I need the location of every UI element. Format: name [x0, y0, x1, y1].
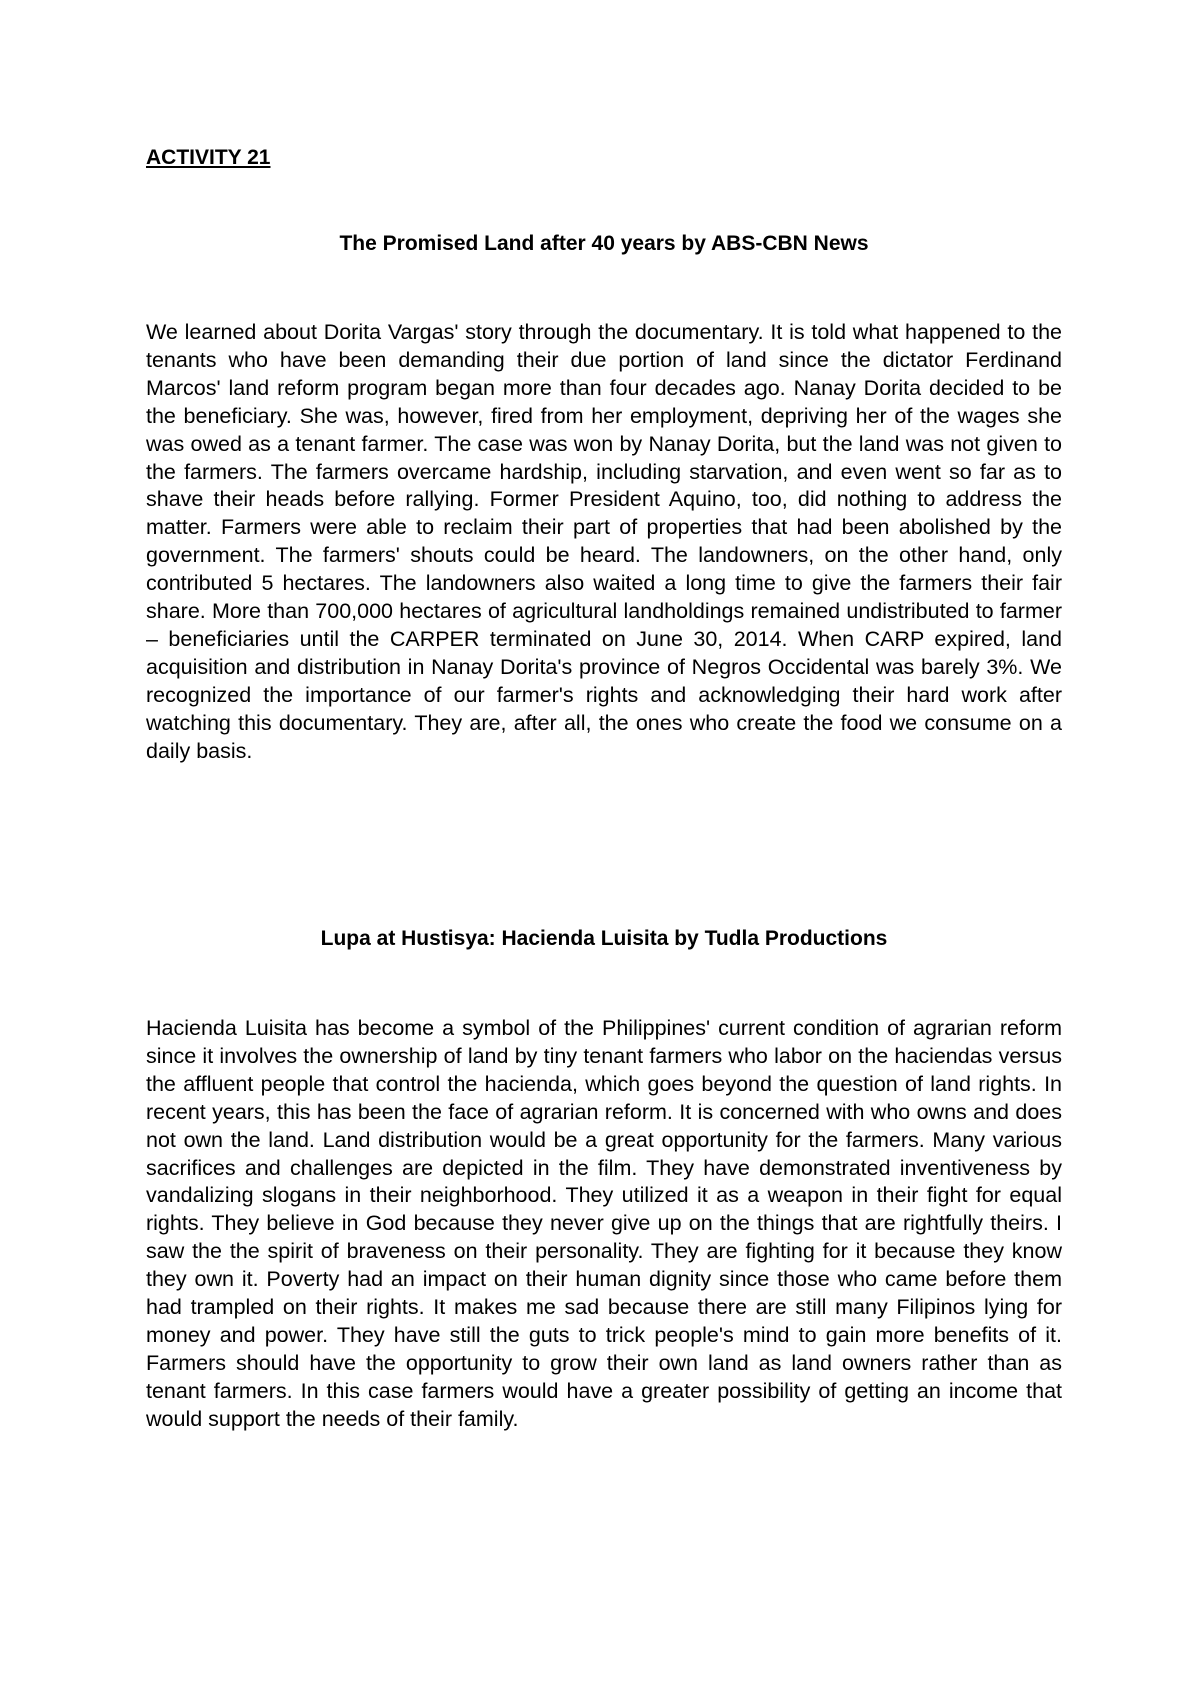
activity-title: ACTIVITY 21 [146, 146, 271, 169]
section-body-promised-land: We learned about Dorita Vargas' story through the documentary. It is told what happened to the tenants who have been demanding their due portion of land since the dictator Ferdinand Marcos' land reform program began more than four decades ago. Nanay Dorita decided to be the beneficiary. She was, however, fired from her employment, depriving her of the wages she was owed as a tenant farmer. The case was won by Nanay Dorita, but the land was not given to the farmers. The farmers overcame hardship, including starvation, and even went so far as to shave their heads before rallying. Former President Aquino, too, did nothing to address the matter. Farmers were able to reclaim their part of properties that had been abolished by the government. The farmers' shouts could be heard. The landowners, on the other hand, only contributed 5 hectares. The landowners also waited a long time to give the farmers their fair share. More than 700,000 hectares of agricultural landholdings remained undistributed to farmer – beneficiaries until the CARPER terminated on June 30, 2014. When CARP expired, land acquisition and distribution in Nanay Dorita's province of Negros Occidental was barely 3%. We recognized the importance of our farmer's rights and acknowledging their hard work after watching this documentary. They are, after all, the ones who create the food we consume on a daily basis. [146, 320, 1062, 763]
section-title-lupa-at-hustisya: Lupa at Hustisya: Hacienda Luisita by Tudla Productions [320, 927, 888, 950]
section-title-promised-land: The Promised Land after 40 years by ABS-CBN News [339, 232, 869, 255]
section-body-lupa-at-hustisya: Hacienda Luisita has become a symbol of the Philippines' current condition of agrarian reform since it involves the ownership of land by tiny tenant farmers who labor on the haciendas versus the affluent people that control the hacienda, which goes beyond the question of land rights. In recent years, this has been the face of agrarian reform. It is concerned with who owns and does not own the land. Land distribution would be a great opportunity for the farmers. Many various sacrifices and challenges are depicted in the film. They have demonstrated inventiveness by vandalizing slogans in their neighborhood. They utilized it as a weapon in their fight for equal rights. They believe in God because they never give up on the things that are rightfully theirs. I saw the the spirit of braveness on their personality. They are fighting for it because they know they own it. Poverty had an impact on their human dignity since those who came before them had trampled on their rights. It makes me sad because there are still many Filipinos lying for money and power. They have still the guts to trick people's mind to gain more benefits of it. Farmers should have the opportunity to grow their own land as land owners rather than as tenant farmers. In this case farmers would have a greater possibility of getting an income that would support the needs of their family. [146, 1016, 1062, 1431]
